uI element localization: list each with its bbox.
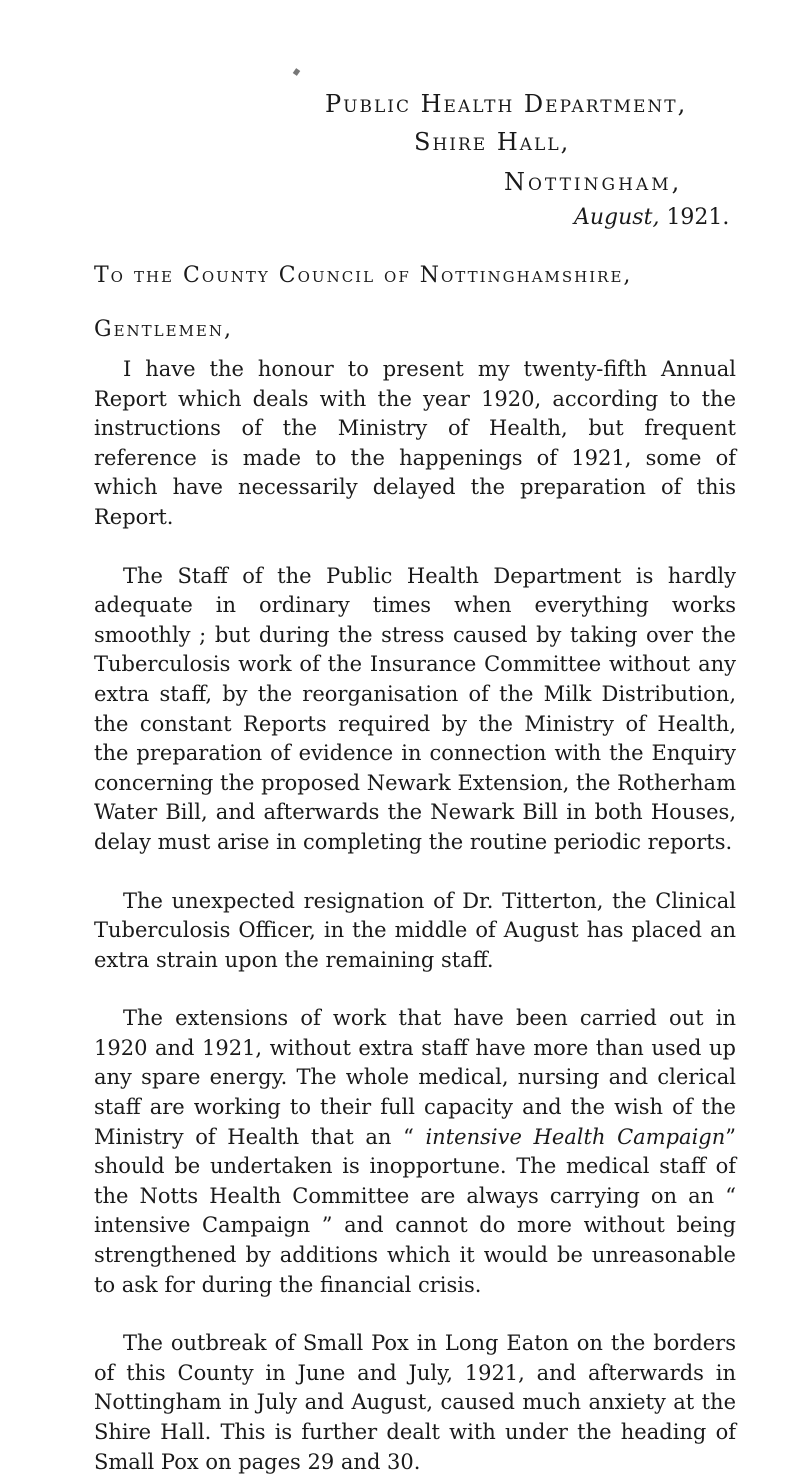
salutation: Gentlemen,	[94, 317, 233, 342]
paragraph-extensions	[94, 1004, 736, 1300]
paragraph-extensions-part2: ” should be undertaken is inopportune. The medical staff of the Notts Health Committee are always carrying on an “ intensive Campaign ” and cannot do more without being strengthened by additions which it would be unreasonable to ask for during the financial crisis.	[94, 1124, 736, 1297]
paragraph-staff: The Staff of the Public Health Department is hardly adequate in ordinary times when everything works smoothly ; but during the stress caused by taking over the Tuberculosis work of the Insurance Committee without any extra staff, by the reorganisation of the Milk Distribution, the constant Reports required by the Ministry of Health, the preparation of evidence in connection with the Enquiry concerning the proposed Newark Extension, the Rotherham Water Bill, and afterwards the Newark Bill in both Houses, delay must arise in completing the routine periodic reports.	[94, 563, 736, 854]
addressee: To the County Council of Nottinghamshire,	[94, 263, 633, 288]
letter-date	[574, 205, 729, 230]
paragraph-annual-report: I have the honour to present my twenty-fifth Annual Report which deals with the year 1920, according to the instructions of the Ministry of Health, but frequent reference is made to the happenings of 1921, some of which have necessarily delayed the preparation of this Report.	[94, 357, 736, 529]
date-month: August,	[574, 205, 660, 230]
paragraph-resignation: The unexpected resignation of Dr. Titterton, the Clinical Tuberculosis Officer, in the middle of August has placed an extra strain upon the remaining staff.	[94, 888, 736, 972]
ink-speck	[293, 68, 301, 76]
address-building: Shire Hall,	[414, 128, 571, 156]
paragraph-small-pox: The outbreak of Small Pox in Long Eaton on the borders of this County in June and July, 1921, and afterwards in Nottingham in July and August, caused much anxiety at the Shire Hall. This is further dealt with under the heading of Small Pox on pages 29 and 30.	[94, 1331, 736, 1474]
paragraph-extensions-italic: intensive Health Campaign	[425, 1124, 726, 1149]
date-year: 1921.	[666, 205, 730, 230]
address-department: Public Health Department,	[325, 90, 688, 118]
letter-body	[94, 355, 736, 1477]
paragraph-extensions-part1: The extensions of work that have been carried out in 1920 and 1921, without extra staff have more than used up any spare energy. The whole medical, nursing and clerical staff are working to their full capacity and the wish of the Ministry of Health that an “	[94, 1006, 736, 1149]
address-city: Nottingham,	[504, 168, 683, 196]
